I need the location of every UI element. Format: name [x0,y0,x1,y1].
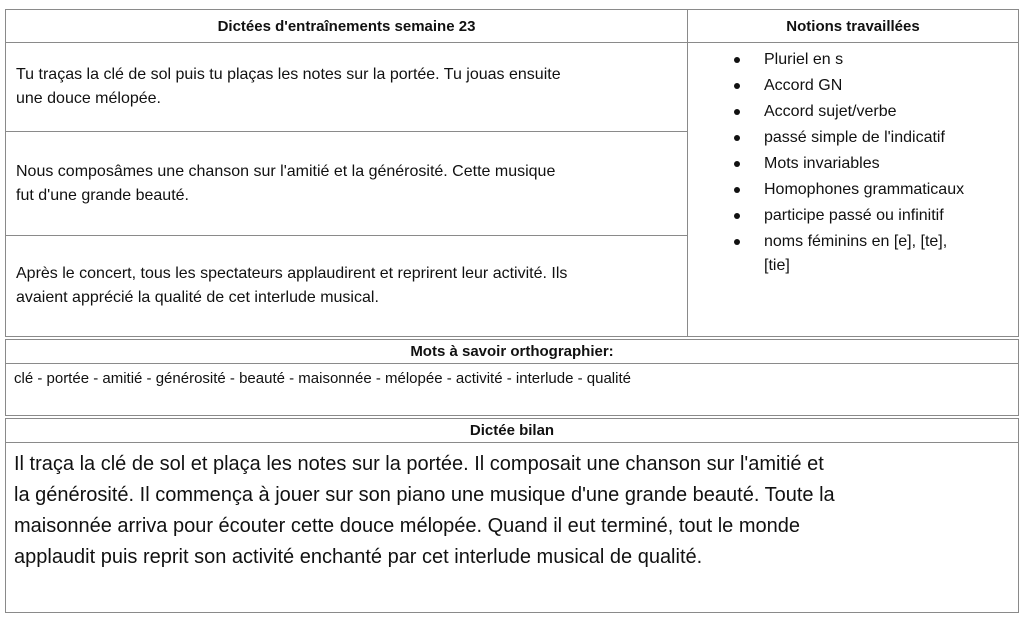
mots-text: clé - portée - amitié - générosité - beauté - maisonnée - mélopée - activité - interlude - qualité [14,370,631,387]
dictee-line: Tu traças la clé de sol puis tu plaças les notes sur la portée. Tu jouas ensuite [16,66,561,83]
dictee-3 [5,235,688,337]
dictee-line: Après le concert, tous les spectateurs applaudirent et reprirent leur activité. Ils [16,265,568,282]
notion-item-continued: [tie] [764,257,790,274]
dictee-line: une douce mélopée. [16,90,161,107]
notion-item: noms féminins en [e], [te], [688,229,1018,255]
dictee-1 [5,42,688,132]
notions-list-cell [687,42,1019,337]
mots-header [5,339,1019,364]
bilan-line: Il traça la clé de sol et plaça les notes sur la portée. Il composait une chanson sur l'amitié et [14,453,824,475]
bilan-title: Dictée bilan [469,422,555,439]
bilan-line: la générosité. Il commença à jouer sur son piano une musique d'une grande beauté. Toute la [14,484,835,506]
dictee-2 [5,131,688,236]
bilan-text [5,442,1019,613]
dictee-line: Nous composâmes une chanson sur l'amitié et la générosité. Cette musique [16,162,556,180]
bilan-header [5,418,1019,443]
dictee-line: avaient apprécié la qualité de cet interlude musical. [16,289,379,306]
notion-item: Pluriel en s [688,47,1018,73]
notion-item: passé simple de l'indicatif [688,125,1018,151]
notion-item: Accord sujet/verbe [688,99,1018,125]
bilan-line: maisonnée arriva pour écouter cette douce mélopée. Quand il eut terminé, tout le monde [14,515,801,537]
notion-item: Mots invariables [688,151,1018,177]
notions-header [687,9,1019,43]
dictees-title: Dictées d'entraînements semaine 23 [217,17,476,35]
mots-title: Mots à savoir orthographier: [410,343,614,360]
mots-list [5,363,1019,416]
notion-item: participe passé ou infinitif [688,203,1018,229]
dictees-header [5,9,688,43]
notion-item: Accord GN [688,73,1018,99]
notions-list [688,47,1018,279]
notions-title: Notions travaillées [786,17,920,35]
notion-item: Homophones grammaticaux [688,177,1018,203]
bilan-line: applaudit puis reprit son activité enchanté par cet interlude musical de qualité. [14,546,703,568]
dictee-line: fut d'une grande beauté. [16,186,189,204]
